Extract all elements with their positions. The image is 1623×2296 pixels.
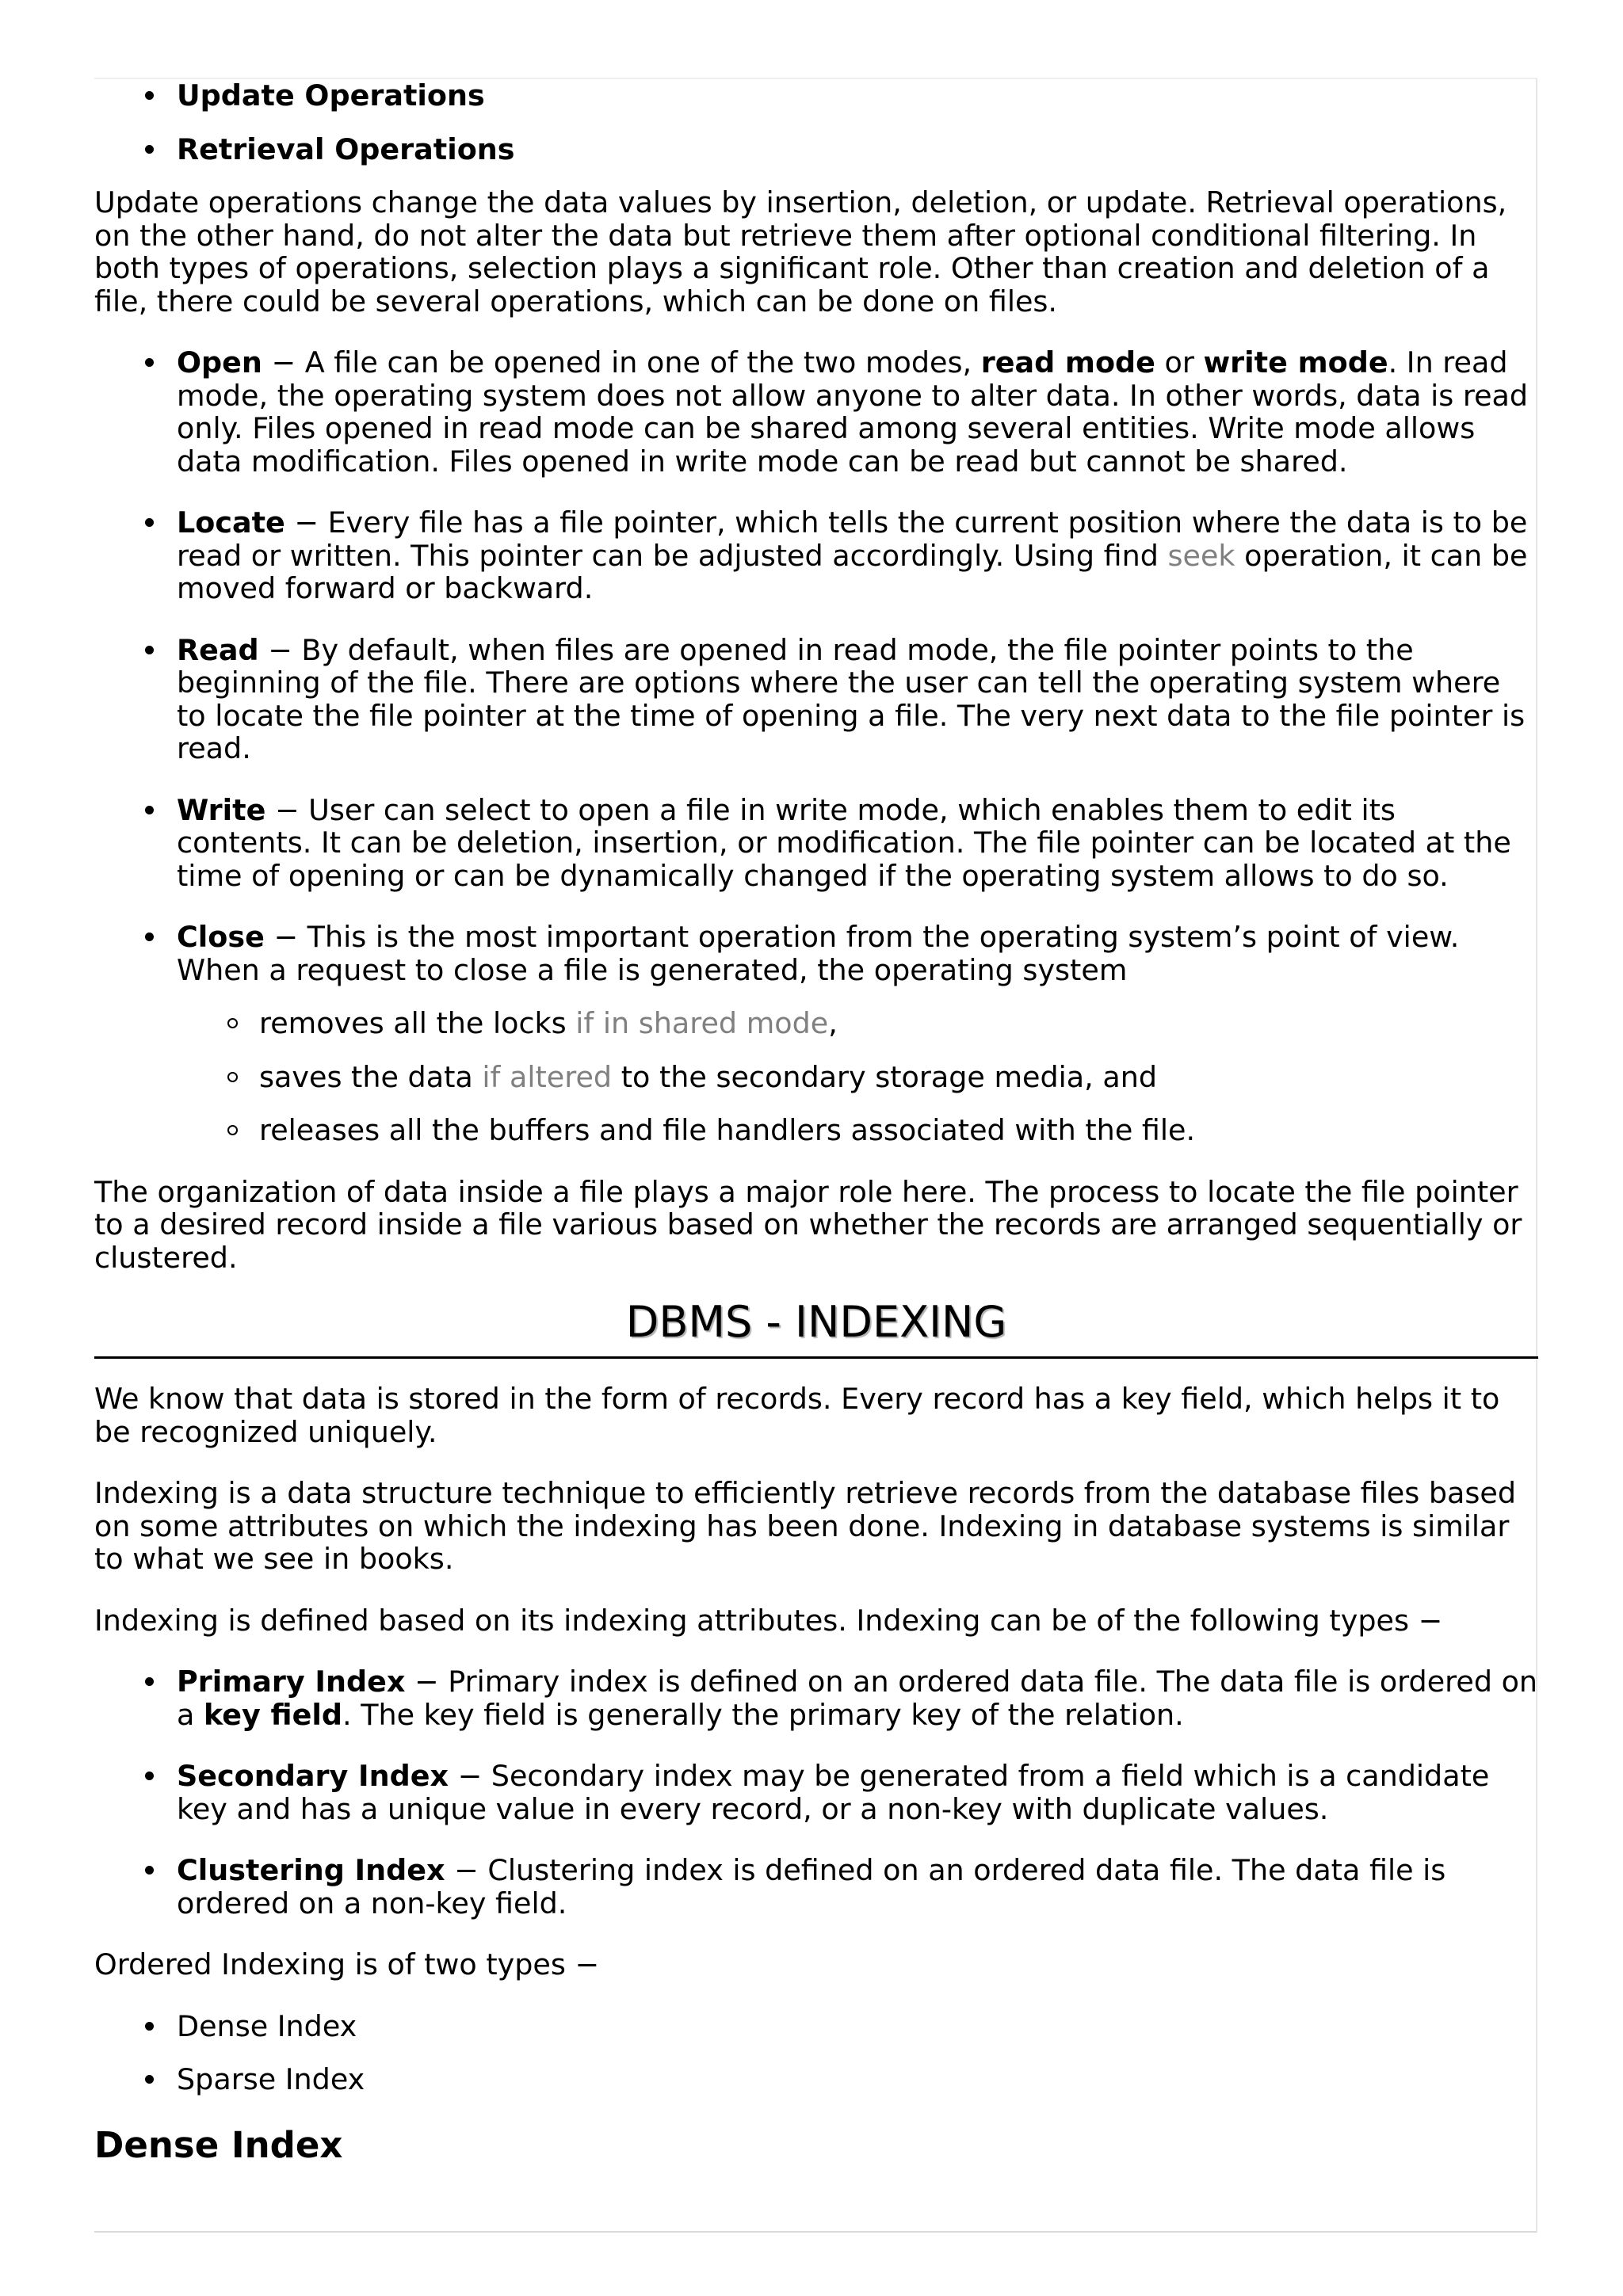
list-item-label: Retrieval Operations xyxy=(177,132,515,166)
ordered-types-list xyxy=(94,2010,1538,2096)
index-types-list xyxy=(94,1665,1538,1920)
index-type-text: . The key field is generally the primary key of the relation. xyxy=(342,1697,1184,1732)
operation-write xyxy=(177,794,1538,893)
operation-text: − This is the most important operation from the operating system’s point of view. When a request to close a file is generated, the operating system xyxy=(177,920,1460,987)
list-item xyxy=(259,1007,1538,1040)
list-item-label: Sparse Index xyxy=(177,2062,365,2096)
operation-term: Locate xyxy=(177,505,285,540)
operation-term: Close xyxy=(177,920,265,954)
document-page xyxy=(94,78,1537,2233)
step-text: releases all the buffers and file handlers associated with the file. xyxy=(259,1113,1196,1147)
shared-mode-link[interactable]: if in shared mode xyxy=(575,1006,829,1040)
section-title: DBMS - INDEXING xyxy=(94,1298,1538,1359)
list-item xyxy=(177,2063,1538,2096)
operation-open xyxy=(177,346,1538,478)
operation-term: Read xyxy=(177,632,259,667)
operation-read xyxy=(177,634,1538,765)
index-type-secondary xyxy=(177,1760,1538,1825)
document-content xyxy=(94,79,1538,2166)
operation-text: − User can select to open a file in write mode, which enables them to edit its contents. It can be deletion, insertion, or modification. The file pointer can be located at the time of opening or can be dynamically changed if the operating system allows to do so. xyxy=(177,792,1511,893)
indexing-paragraph-1: We know that data is stored in the form of records. Every record has a key field, which helps it to be recognized uniquely. xyxy=(94,1382,1500,1449)
emphasis-key-field: key field xyxy=(203,1697,342,1732)
step-text: to the secondary storage media, and xyxy=(612,1059,1158,1094)
index-type-text: − Primary index is defined on an ordered data file. The data file is ordered on a xyxy=(177,1665,1538,1732)
index-type-term: Primary Index xyxy=(177,1665,406,1699)
organization-paragraph: The organization of data inside a file plays a major role here. The process to locate the file pointer to a desired record inside a file various based on whether the records are arranged sequentially or clustered. xyxy=(94,1174,1522,1275)
if-altered-link[interactable]: if altered xyxy=(482,1059,613,1094)
operation-text: − By default, when files are opened in read mode, the file pointer points to the beginning of the file. There are options where the user can tell the operating system where to locate the file pointer at the time of opening a file. The very next data to the file pointer is read. xyxy=(177,632,1526,765)
index-type-text: − Clustering index is defined on an ordered data file. The data file is ordered on a non-key field. xyxy=(177,1853,1446,1920)
list-item-label: Dense Index xyxy=(177,2008,357,2043)
list-item xyxy=(259,1114,1538,1147)
operation-close xyxy=(177,921,1538,1147)
close-steps-list xyxy=(177,1007,1538,1147)
operation-text: − A file can be opened in one of the two modes, xyxy=(262,345,981,379)
indexing-paragraph-3: Indexing is defined based on its indexing attributes. Indexing can be of the following types − xyxy=(94,1603,1443,1638)
index-type-term: Secondary Index xyxy=(177,1759,449,1793)
file-operations-list xyxy=(94,346,1538,1147)
list-item xyxy=(177,2010,1538,2043)
index-type-primary xyxy=(177,1665,1538,1731)
step-text: removes all the locks xyxy=(259,1006,576,1040)
operation-types-list xyxy=(94,79,1538,166)
list-item-label: Update Operations xyxy=(177,78,485,113)
indexing-paragraph-2: Indexing is a data structure technique to efficiently retrieve records from the database files based on some attributes on which the indexing has been done. Indexing in database systems is similar to what we see in books. xyxy=(94,1476,1517,1576)
operation-locate xyxy=(177,506,1538,605)
list-item xyxy=(259,1061,1538,1094)
operation-text: operation, it can be moved forward or backward. xyxy=(177,538,1528,605)
list-item xyxy=(177,133,1538,166)
operation-term: Open xyxy=(177,345,262,379)
ordered-indexing-intro: Ordered Indexing is of two types − xyxy=(94,1947,600,1981)
emphasis-read-mode: read mode xyxy=(980,345,1155,379)
index-type-text: − Secondary index may be generated from a field which is a candidate key and has a unique value in every record, or a non-key with duplicate values. xyxy=(177,1759,1490,1826)
operation-text: . In read mode, the operating system does not allow anyone to alter data. In other words, data is read only. Files opened in read mode can be shared among several entities. Write mode allows data modification. Files opened in write mode can be read but cannot be shared. xyxy=(177,345,1529,479)
operation-term: Write xyxy=(177,792,266,827)
operation-text: − Every file has a file pointer, which tells the current position where the data is to be read or written. This pointer can be adjusted accordingly. Using find xyxy=(177,505,1528,573)
dense-index-heading: Dense Index xyxy=(94,2123,343,2166)
emphasis-write-mode: write mode xyxy=(1203,345,1388,379)
operation-text: or xyxy=(1155,345,1204,379)
list-item xyxy=(177,79,1538,113)
index-type-term: Clustering Index xyxy=(177,1853,445,1887)
step-text: , xyxy=(828,1006,838,1040)
intro-paragraph: Update operations change the data values by insertion, deletion, or update. Retrieval operations, on the other hand, do not alter the data but retrieve them after optional conditional filtering. In both types of operations, selection plays a significant role. Other than creation and deletion of a file, there could be several operations, which can be done on files. xyxy=(94,185,1507,318)
step-text: saves the data xyxy=(259,1059,483,1094)
index-type-clustering xyxy=(177,1854,1538,1920)
seek-link[interactable]: seek xyxy=(1167,538,1235,573)
